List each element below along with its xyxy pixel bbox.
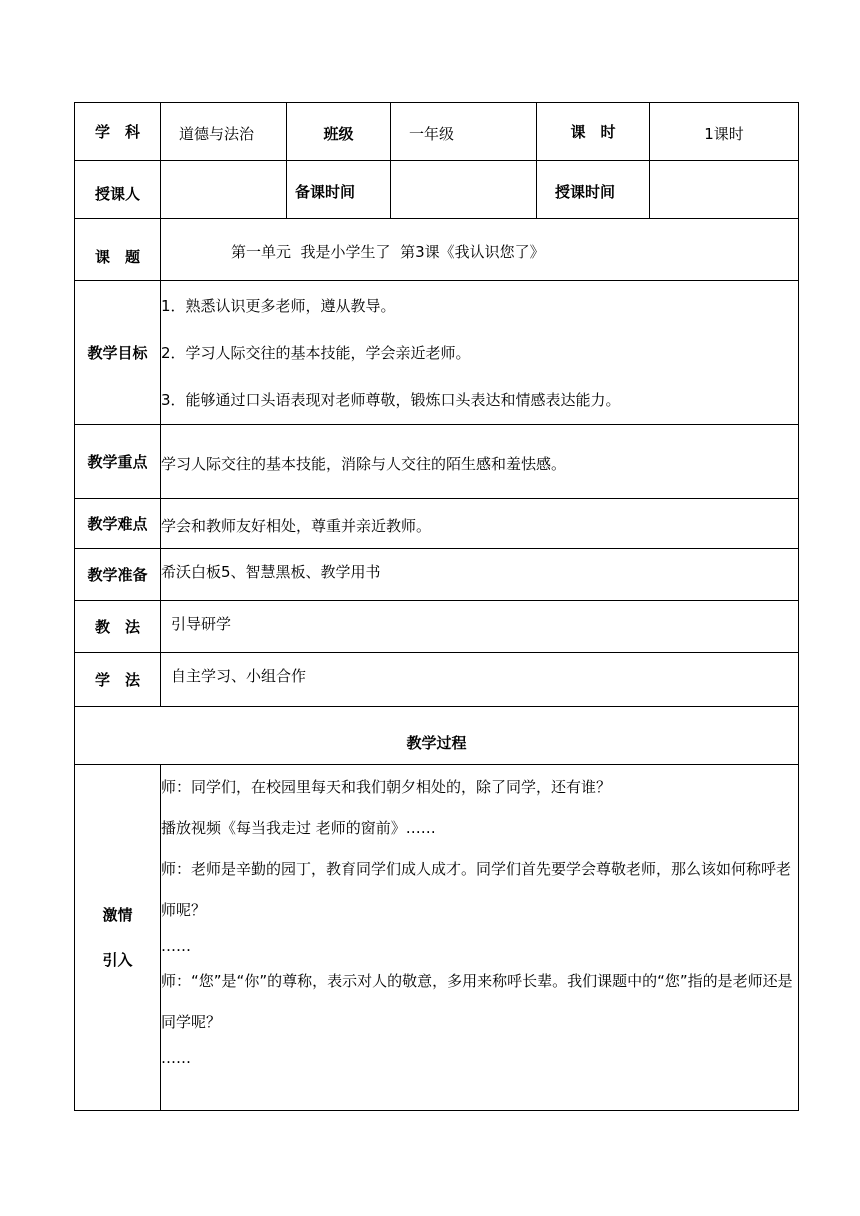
objective-item: 3．能够通过口头语表现对老师尊敬，锻炼口头表达和情感表达能力。 bbox=[161, 391, 621, 409]
objectives-label: 教学目标 bbox=[75, 281, 161, 425]
row-key-points bbox=[75, 425, 799, 499]
class-value: 一年级 bbox=[391, 103, 537, 161]
row-difficulties bbox=[75, 499, 799, 549]
learning-label: 学 法 bbox=[75, 653, 161, 707]
preparation-value: 希沃白板5、智慧黑板、教学用书 bbox=[161, 549, 799, 601]
process-line: 师：同学们，在校园里每天和我们朝夕相处的，除了同学，还有谁？ bbox=[161, 778, 612, 796]
process-line: 师：老师是辛勤的园丁，教育同学们成人成才。同学们首先要学会尊敬老师，那么该如何称呼老师呢？ bbox=[161, 860, 792, 919]
teacher-value bbox=[161, 161, 287, 219]
class-label: 班级 bbox=[287, 103, 391, 161]
teacher-label: 授课人 bbox=[75, 161, 161, 219]
row-learning bbox=[75, 653, 799, 707]
learning-value: 自主学习、小组合作 bbox=[161, 653, 799, 707]
process-title: 教学过程 bbox=[75, 707, 799, 765]
process-line: 播放视频《每当我走过 老师的窗前》…… bbox=[161, 819, 436, 837]
period-value: 1课时 bbox=[650, 103, 799, 161]
prep-time-label: 备课时间 bbox=[287, 161, 391, 219]
teach-time-value bbox=[650, 161, 799, 219]
lead-in-content bbox=[161, 765, 799, 1111]
period-label: 课 时 bbox=[537, 103, 650, 161]
row-topic bbox=[75, 219, 799, 281]
objectives-list bbox=[161, 281, 799, 425]
topic-value: 第一单元 我是小学生了 第3课《我认识您了》 bbox=[161, 219, 799, 281]
lesson-plan-table bbox=[74, 102, 799, 1111]
key-points-label: 教学重点 bbox=[75, 425, 161, 499]
method-label: 教 法 bbox=[75, 601, 161, 653]
key-points-value: 学习人际交往的基本技能，消除与人交往的陌生感和羞怯感。 bbox=[161, 425, 799, 499]
method-value: 引导研学 bbox=[161, 601, 799, 653]
difficulties-value: 学会和教师友好相处，尊重并亲近教师。 bbox=[161, 499, 799, 549]
lead-in-label bbox=[75, 765, 161, 1111]
objective-item: 2．学习人际交往的基本技能，学会亲近老师。 bbox=[161, 344, 471, 362]
subject-label: 学 科 bbox=[75, 103, 161, 161]
lead-in-label-line: 引入 bbox=[102, 950, 133, 969]
objective-item: 1．熟悉认识更多老师，遵从教导。 bbox=[161, 297, 396, 315]
row-subject bbox=[75, 103, 799, 161]
row-objectives bbox=[75, 281, 799, 425]
process-line: …… bbox=[161, 937, 191, 955]
row-method bbox=[75, 601, 799, 653]
process-line: 师：“您”是“你”的尊称，表示对人的敬意，多用来称呼长辈。我们课题中的“您”指的是老师还是同学呢？ bbox=[161, 972, 793, 1031]
subject-value: 道德与法治 bbox=[161, 103, 287, 161]
row-preparation bbox=[75, 549, 799, 601]
process-line: …… bbox=[161, 1049, 191, 1067]
teach-time-label: 授课时间 bbox=[537, 161, 650, 219]
preparation-label: 教学准备 bbox=[75, 549, 161, 601]
row-process-title bbox=[75, 707, 799, 765]
row-teacher bbox=[75, 161, 799, 219]
difficulties-label: 教学难点 bbox=[75, 499, 161, 549]
topic-label: 课 题 bbox=[75, 219, 161, 281]
prep-time-value bbox=[391, 161, 537, 219]
lead-in-label-line: 激情 bbox=[102, 905, 133, 924]
row-process-lead-in bbox=[75, 765, 799, 1111]
